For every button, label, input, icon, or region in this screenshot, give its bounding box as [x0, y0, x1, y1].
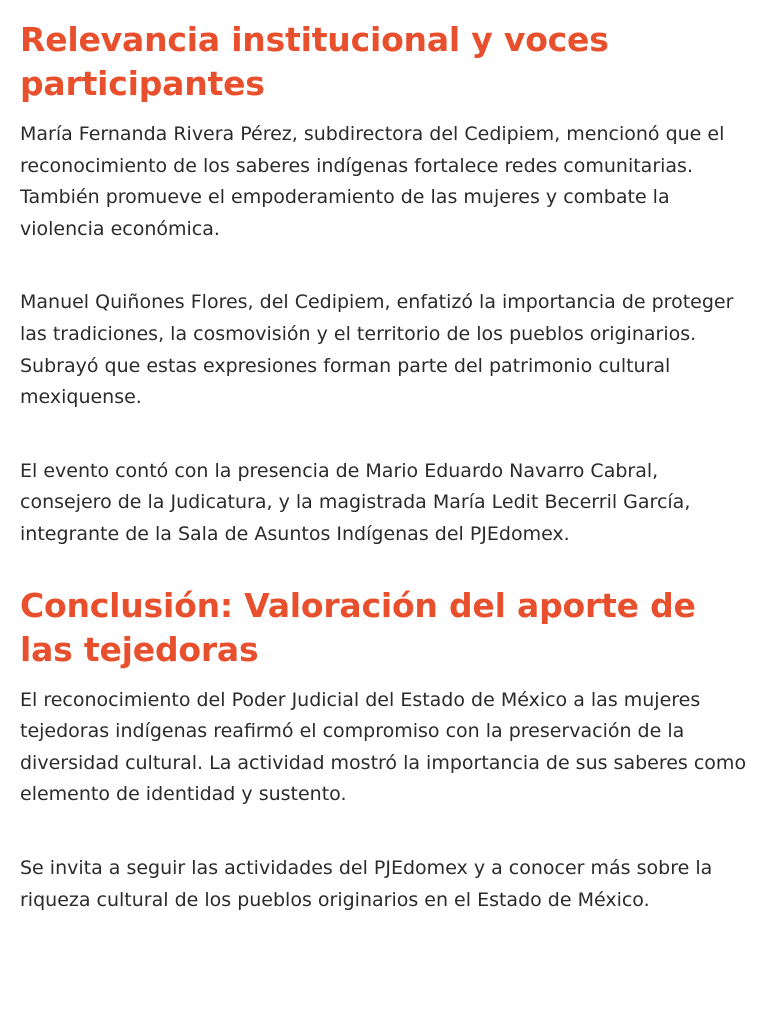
paragraph: El reconocimiento del Poder Judicial del Estado de México a las mujeres tejedoras indígenas reafirmó el compromiso con la preservación de la diversidad cultural. La actividad mostró la importancia de sus saberes como elemento de identidad y sustento.: [20, 688, 747, 806]
paragraph: Se invita a seguir las actividades del PJEdomex y a conocer más sobre la riqueza cultural de los pueblos originarios en el Estado de México.: [20, 856, 713, 911]
section-heading-relevancia: Relevancia institucional y voces participantes: [20, 20, 609, 103]
paragraph: Manuel Quiñones Flores, del Cedipiem, enfatizó la importancia de proteger las tradiciones, la cosmovisión y el territorio de los pueblos originarios. Subrayó que estas expresiones forman parte del patrimonio cultural mexiquense.: [20, 291, 734, 409]
article-body: [20, 0, 755, 916]
section-heading-conclusion: Conclusión: Valoración del aporte de las tejedoras: [20, 585, 696, 669]
paragraph: María Fernanda Rivera Pérez, subdirectora del Cedipiem, mencionó que el reconocimiento de los saberes indígenas fortalece redes comunitarias. También promueve el empoderamiento de las mujeres y combate la violencia económica.: [20, 123, 725, 240]
paragraph: El evento contó con la presencia de Mario Eduardo Navarro Cabral, consejero de la Judicatura, y la magistrada María Ledit Becerril García, integrante de la Sala de Asuntos Indígenas del PJEdomex.: [20, 459, 691, 545]
